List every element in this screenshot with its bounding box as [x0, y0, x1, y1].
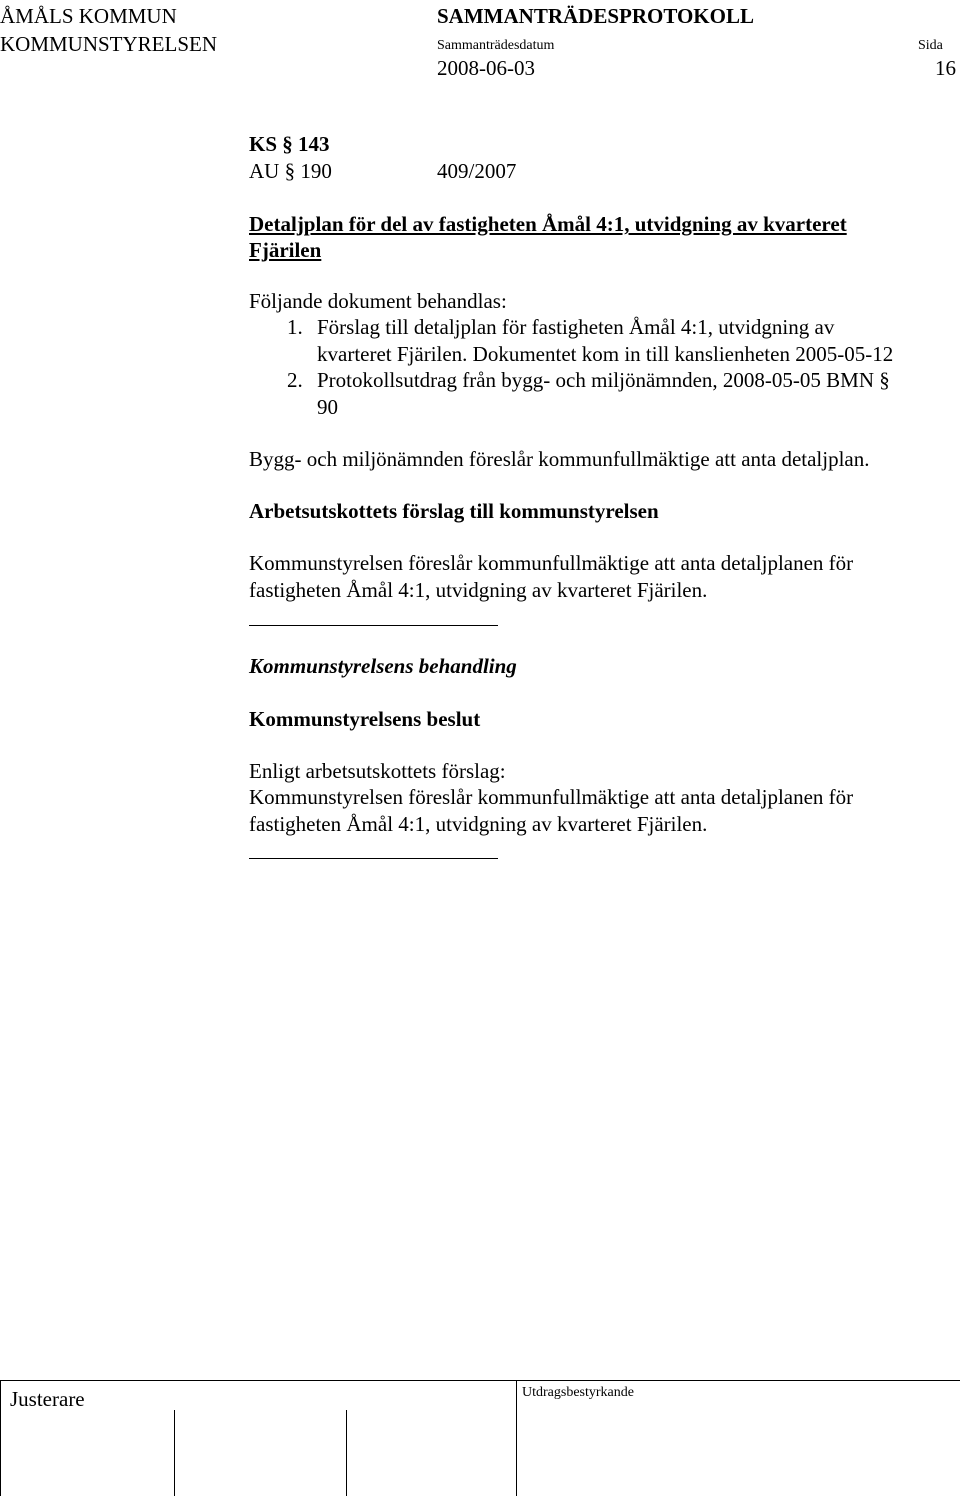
document-type: SAMMANTRÄDESPROTOKOLL [437, 4, 754, 28]
section-divider [249, 625, 498, 626]
footer-signature-box-divider [174, 1410, 175, 1496]
document-1-line-1: Förslag till detaljplan för fastigheten Åmål 4:1, utvidgning av [317, 315, 835, 339]
au-proposal-line-2: fastigheten Åmål 4:1, utvidgning av kvarteret Fjärilen. [249, 578, 708, 602]
ks-decision-line-3: fastigheten Åmål 4:1, utvidgning av kvarteret Fjärilen. [249, 812, 708, 836]
document-1-line-2: kvarteret Fjärilen. Dokumentet kom in till kanslienheten 2005-05-12 [317, 342, 894, 366]
date-label: Sammanträdesdatum [437, 38, 555, 53]
department-name: KOMMUNSTYRELSEN [0, 32, 218, 56]
matter-title-line-1: Detaljplan för del av fastigheten Åmål 4:1, utvidgning av kvarteret [249, 212, 847, 236]
au-proposal-heading: Arbetsutskottets förslag till kommunstyrelsen [249, 499, 659, 523]
document-2-line-2: 90 [317, 395, 338, 419]
document-2-line-1: Protokollsutdrag från bygg- och miljönämnden, 2008-05-05 BMN § [317, 368, 890, 392]
justerare-label: Justerare [10, 1387, 85, 1411]
meeting-date: 2008-06-03 [437, 56, 535, 80]
document-2-number: 2. [287, 368, 303, 392]
ks-decision-heading: Kommunstyrelsens beslut [249, 707, 481, 731]
org-name: ÅMÅLS KOMMUN [0, 4, 177, 28]
ks-decision-line-2: Kommunstyrelsen föreslår kommunfullmäktige att anta detaljplanen för [249, 785, 854, 809]
utdragsbestyrkande-label: Utdragsbestyrkande [522, 1385, 634, 1400]
au-paragraph: AU § 190 [249, 159, 332, 183]
documents-intro: Följande dokument behandlas: [249, 289, 507, 313]
ks-handling-heading: Kommunstyrelsens behandling [249, 654, 517, 678]
footer-signature-box-divider [516, 1380, 517, 1496]
bmn-proposal-text: Bygg- och miljönämnden föreslår kommunfullmäktige att anta detaljplan. [249, 447, 870, 471]
diary-number: 409/2007 [437, 159, 517, 183]
page-number: 16 [935, 56, 956, 80]
footer-signature-box-divider [346, 1410, 347, 1496]
document-1-number: 1. [287, 315, 303, 339]
matter-title-line-2: Fjärilen [249, 238, 322, 262]
section-divider-end [249, 858, 498, 859]
ks-decision-line-1: Enligt arbetsutskottets förslag: [249, 759, 506, 783]
ks-paragraph: KS § 143 [249, 132, 330, 156]
footer-signature-box-edge [0, 1380, 1, 1496]
footer-rule [0, 1380, 960, 1381]
au-proposal-line-1: Kommunstyrelsen föreslår kommunfullmäktige att anta detaljplanen för [249, 551, 854, 575]
page-label: Sida [918, 38, 943, 53]
